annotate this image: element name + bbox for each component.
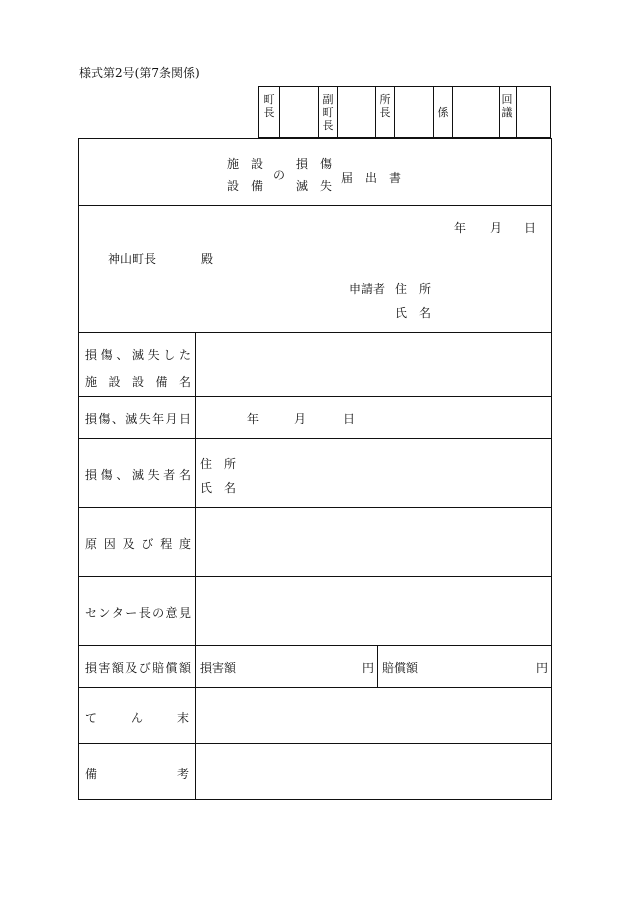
facility-name-label-line1: 損 傷 、 滅 失 し た	[85, 348, 191, 362]
remarks-label: 備 考	[85, 767, 189, 781]
damage-amount-field[interactable]	[239, 649, 359, 683]
honorific: 殿	[201, 252, 214, 266]
damage-amount-unit: 円	[362, 661, 375, 675]
person-address-label: 住 所	[200, 457, 237, 471]
stamp-label-deputy-mayor: 副町長	[322, 93, 334, 132]
stamp-box-deputy-mayor	[338, 87, 374, 137]
damage-date-day: 日	[343, 412, 356, 426]
header-date-month: 月	[490, 221, 503, 235]
stamp-box-director	[395, 87, 432, 137]
damage-date-label: 損 傷 、 滅 失 年 月 日	[85, 412, 191, 426]
form-number: 様式第2号(第7条関係)	[79, 66, 200, 80]
compensation-amount-unit: 円	[536, 661, 549, 675]
cause-label: 原 因 及 び 程 度	[85, 537, 191, 551]
cause-field[interactable]	[197, 508, 550, 575]
header-date-day: 日	[524, 221, 537, 235]
applicant-name-label: 氏 名	[395, 306, 432, 320]
damage-amount-label: 損害額	[200, 661, 237, 675]
applicant-address-field[interactable]	[441, 275, 541, 295]
title-report: 届 出 書	[341, 171, 402, 185]
person-label: 損 傷 、 滅 失 者 名	[85, 468, 191, 482]
stamp-label-mayor: 町長	[263, 93, 275, 119]
person-field[interactable]	[249, 444, 549, 502]
outcome-field[interactable]	[197, 688, 550, 742]
amount-label: 損 害 額 及 び 賠 償 額	[85, 661, 191, 675]
approval-stamp-table	[258, 86, 551, 138]
report-form	[78, 138, 552, 800]
opinion-field[interactable]	[197, 577, 550, 644]
damage-date-year: 年	[247, 412, 260, 426]
title-facility: 施 設	[227, 157, 264, 171]
stamp-label-director: 所長	[379, 93, 391, 119]
title-loss: 滅 失	[296, 179, 333, 193]
damage-date-month: 月	[294, 412, 307, 426]
facility-name-label-line2: 施 設 設 備 名	[85, 375, 191, 389]
stamp-label-staff: 係	[437, 106, 449, 119]
title-connector: の	[273, 168, 286, 182]
stamp-box-mayor	[280, 87, 317, 137]
stamp-box-staff	[453, 87, 498, 137]
title-damage: 損 傷	[296, 157, 333, 171]
compensation-amount-field[interactable]	[421, 649, 533, 683]
opinion-label: セ ン タ ー 長 の 意 見	[85, 606, 191, 620]
outcome-label: て ん 末	[85, 711, 189, 725]
facility-name-field[interactable]	[197, 333, 550, 395]
applicant-name-field[interactable]	[441, 299, 541, 319]
header-date-year: 年	[454, 221, 467, 235]
person-name-label: 氏 名	[200, 481, 237, 495]
stamp-label-circulation: 回議	[501, 93, 513, 119]
addressee: 神山町長	[108, 252, 157, 266]
stamp-box-circulation	[517, 87, 550, 137]
compensation-amount-label: 賠償額	[382, 661, 419, 675]
remarks-field[interactable]	[197, 744, 550, 798]
title-equipment: 設 備	[227, 179, 264, 193]
applicant-label: 申請者	[349, 282, 386, 296]
applicant-address-label: 住 所	[395, 282, 432, 296]
